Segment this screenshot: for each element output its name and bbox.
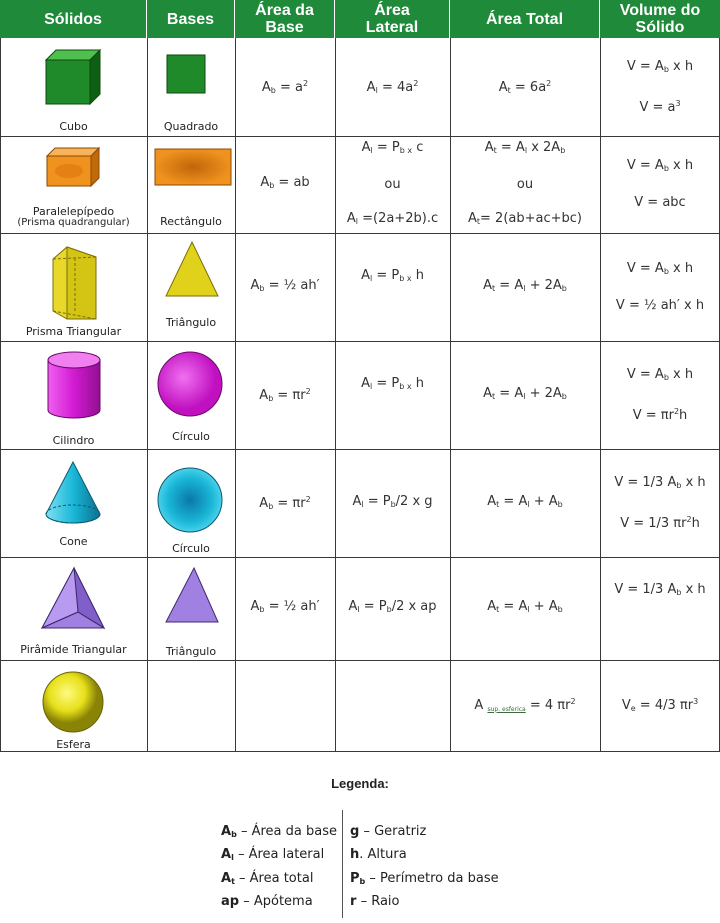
header-volume-line1: Volume do — [619, 2, 701, 19]
circle-icon — [156, 466, 224, 534]
header-solids-text: Sólidos — [44, 10, 102, 28]
legend-at: $A_t$ – Área total — [221, 871, 314, 886]
header-lateral-line2: Lateral — [365, 19, 419, 36]
pyramid-volume: V = 1/3 $A_b$ x h — [614, 581, 706, 597]
triangular-prism-icon — [50, 245, 100, 323]
circle-icon — [156, 350, 224, 418]
cube-base-area: $A_b = a^2$ — [261, 78, 309, 95]
ou-text: ou — [384, 176, 401, 192]
header-base-area — [235, 0, 335, 38]
square-icon — [166, 54, 206, 94]
sphere-icon — [41, 670, 105, 734]
parallelepiped-sublabel: (Prisma quadrangular) — [17, 217, 130, 228]
legend-g-symbol: g — [350, 824, 360, 839]
legend-h-symbol: h — [350, 847, 360, 862]
header-lateral-line1: Área — [374, 2, 410, 19]
header-volume — [600, 0, 720, 38]
prism3-lateral-area: $A_l = P_{b x}$ h — [361, 267, 424, 283]
pyramid-lateral-area: $A_l = P_b/2$ x ap — [348, 599, 437, 614]
cylinder-icon — [46, 350, 102, 422]
prism4-total-area: $A_t = A_l$ x $2A_b$ ou $A_t= 2(ab+ac+bc)$ — [467, 139, 582, 226]
legend-r-symbol: r — [350, 894, 357, 909]
header-bases-text: Bases — [166, 10, 215, 28]
rectangle-icon — [154, 148, 232, 186]
pyramid-label: Pirâmide Triangular — [20, 643, 127, 656]
cube-total-area: $A_t = 6a^2$ — [498, 78, 552, 95]
sphere-total-area: A sup. esferica = 4 $\pi r^2$ — [474, 696, 576, 713]
legend-divider — [342, 810, 343, 918]
cone-total-area: $A_t = A_l + A_b$ — [487, 493, 563, 509]
sphere-sub-label: sup. esferica — [487, 705, 526, 713]
cube-volume: $V = A_b$ x h $V = a^3$ — [626, 58, 694, 115]
prism4-base-area: $A_b$ = ab — [260, 175, 310, 190]
legend-r-text: – Raio — [360, 894, 400, 909]
legend-g — [350, 824, 426, 839]
cylinder-base-area: $A_b = \pi r^2$ — [259, 386, 311, 403]
legend-ab-text: – Área da base — [240, 824, 337, 839]
pyramid-total-area: $A_t = A_l + A_b$ — [487, 599, 563, 614]
header-total-area — [450, 0, 600, 38]
sphere-label: Esfera — [56, 738, 91, 751]
cone-label: Cone — [59, 535, 88, 548]
legend-at-text: – Área total — [239, 871, 314, 886]
header-volume-line2: Sólido — [635, 19, 685, 36]
ou-text: ou — [516, 176, 534, 192]
legend-pb-text: – Perímetro da base — [369, 871, 499, 886]
cylinder-label: Cilindro — [52, 434, 95, 447]
cone-base-area: $A_b = \pi r^2$ — [259, 494, 311, 511]
legend-ap-symbol: ap — [221, 894, 240, 909]
cone-lateral-area: $A_l = P_b/2$ x g — [352, 493, 433, 509]
header-base-area-line1: Área da — [255, 2, 314, 19]
legend-h-text: . Altura — [359, 847, 407, 862]
header-solids — [0, 0, 147, 38]
pyramid-icon — [40, 566, 106, 632]
square-label: Quadrado — [163, 120, 219, 133]
header-bases — [147, 0, 235, 38]
parallelepiped-label: Paralelepípedo — [32, 205, 115, 218]
cylinder-volume: $V = A_b$ x h $V = \pi r^2h$ — [626, 366, 694, 423]
triangular-prism-label: Prisma Triangular — [25, 325, 122, 338]
legend-al: $A_l$ – Área lateral — [221, 847, 325, 862]
parallelepiped-icon — [45, 146, 101, 188]
prism4-volume: $V = A_b$ x h V = abc — [626, 158, 694, 210]
grid-line — [0, 751, 720, 752]
sphere-volume: $V_e = 4/3$ $\pi r^3$ — [621, 697, 699, 713]
header-total-text: Área Total — [485, 10, 564, 28]
cylinder-total-area: $A_t = A_l + 2A_b$ — [483, 385, 567, 401]
cone-icon — [44, 460, 102, 526]
header-lateral-area — [335, 0, 450, 38]
legend-ap — [221, 894, 313, 909]
legend-g-text: – Geratriz — [363, 824, 427, 839]
prism3-base-area: $A_b$ = ½ ah′ — [250, 277, 320, 293]
triangle-label: Triângulo — [165, 645, 217, 658]
pyramid-base-area: $A_b$ = ½ ah′ — [250, 599, 320, 614]
legend-ap-text: – Apótema — [243, 894, 313, 909]
legend-pb: $P_b$ – Perímetro da base — [350, 871, 499, 886]
legend-al-text: – Área lateral — [237, 847, 325, 862]
legend-r — [350, 894, 399, 909]
rectangle-label: Rectângulo — [160, 215, 222, 228]
prism4-lateral-area: $A_l = P_{b x}$ c ou $A_l =(2a+2b).c$ — [346, 139, 439, 226]
legend-title: Legenda: — [331, 776, 389, 791]
cube-icon — [44, 48, 102, 106]
prism3-volume: $V = A_b$ x h V = ½ ah′ x h — [615, 260, 705, 313]
cone-volume: V = 1/3 $A_b$ x h V = 1/3 $\pi r^2h$ — [614, 474, 706, 531]
triangle-label: Triângulo — [165, 316, 217, 329]
legend-h — [350, 847, 407, 862]
prism3-total-area: $A_t = A_l + 2A_b$ — [483, 277, 567, 293]
triangle-icon — [164, 566, 220, 624]
cube-lateral-area: $A_l = 4a^2$ — [366, 78, 419, 95]
cube-label: Cubo — [59, 120, 88, 133]
circle-label: Círculo — [172, 542, 210, 555]
header-base-area-line2: Base — [265, 19, 304, 36]
cylinder-lateral-area: $A_l = P_{b x}$ h — [361, 375, 424, 391]
triangle-icon — [164, 240, 220, 298]
legend-ab: $A_b$ – Área da base — [221, 824, 337, 839]
circle-label: Círculo — [172, 430, 210, 443]
